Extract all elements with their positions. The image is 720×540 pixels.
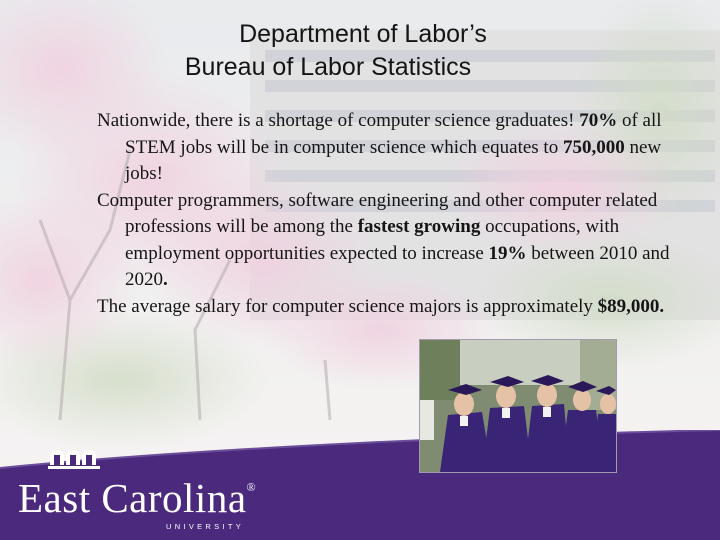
logo-wordmark (18, 474, 256, 522)
paragraph-stem-shortage (97, 108, 697, 188)
body-text (97, 108, 697, 320)
cupola-icon (48, 448, 100, 472)
stat-19-percent: 19% (488, 242, 527, 264)
logo-name: East Carolina (18, 475, 247, 521)
text-run: Nationwide, there is a shortage of computer science graduates! (97, 110, 580, 131)
text-run: Computer programmers, software engineering and other computer related professions will be among the (97, 189, 658, 237)
title-line-2: Bureau of Labor Statistics (184, 53, 472, 81)
stat-average-salary: $89,000. (597, 295, 665, 317)
logo-university: UNIVERSITY (166, 522, 245, 531)
registered-mark: ® (246, 480, 257, 494)
text-run: occupations, with employment opportunities expected to increase (125, 216, 620, 264)
paragraph-job-growth (97, 188, 697, 294)
emphasis-fastest-growing: fastest growing (357, 216, 481, 237)
text-run: . (163, 269, 168, 290)
stat-70-percent: 70% (579, 110, 618, 131)
graduates-photo (419, 339, 617, 473)
ecu-logo (18, 448, 258, 531)
stat-750000-jobs: 750,000 (562, 136, 625, 158)
text-run: new jobs! (125, 136, 662, 184)
slide-title (0, 18, 720, 84)
paragraph-salary (97, 294, 697, 321)
text-run: of all STEM jobs will be in computer science which equates to (125, 110, 662, 158)
title-line-1: Department of Labor’s (239, 20, 487, 48)
text-run: The average salary for computer science majors is approximately (97, 295, 598, 317)
text-run: between 2010 and 2020 (125, 242, 670, 290)
